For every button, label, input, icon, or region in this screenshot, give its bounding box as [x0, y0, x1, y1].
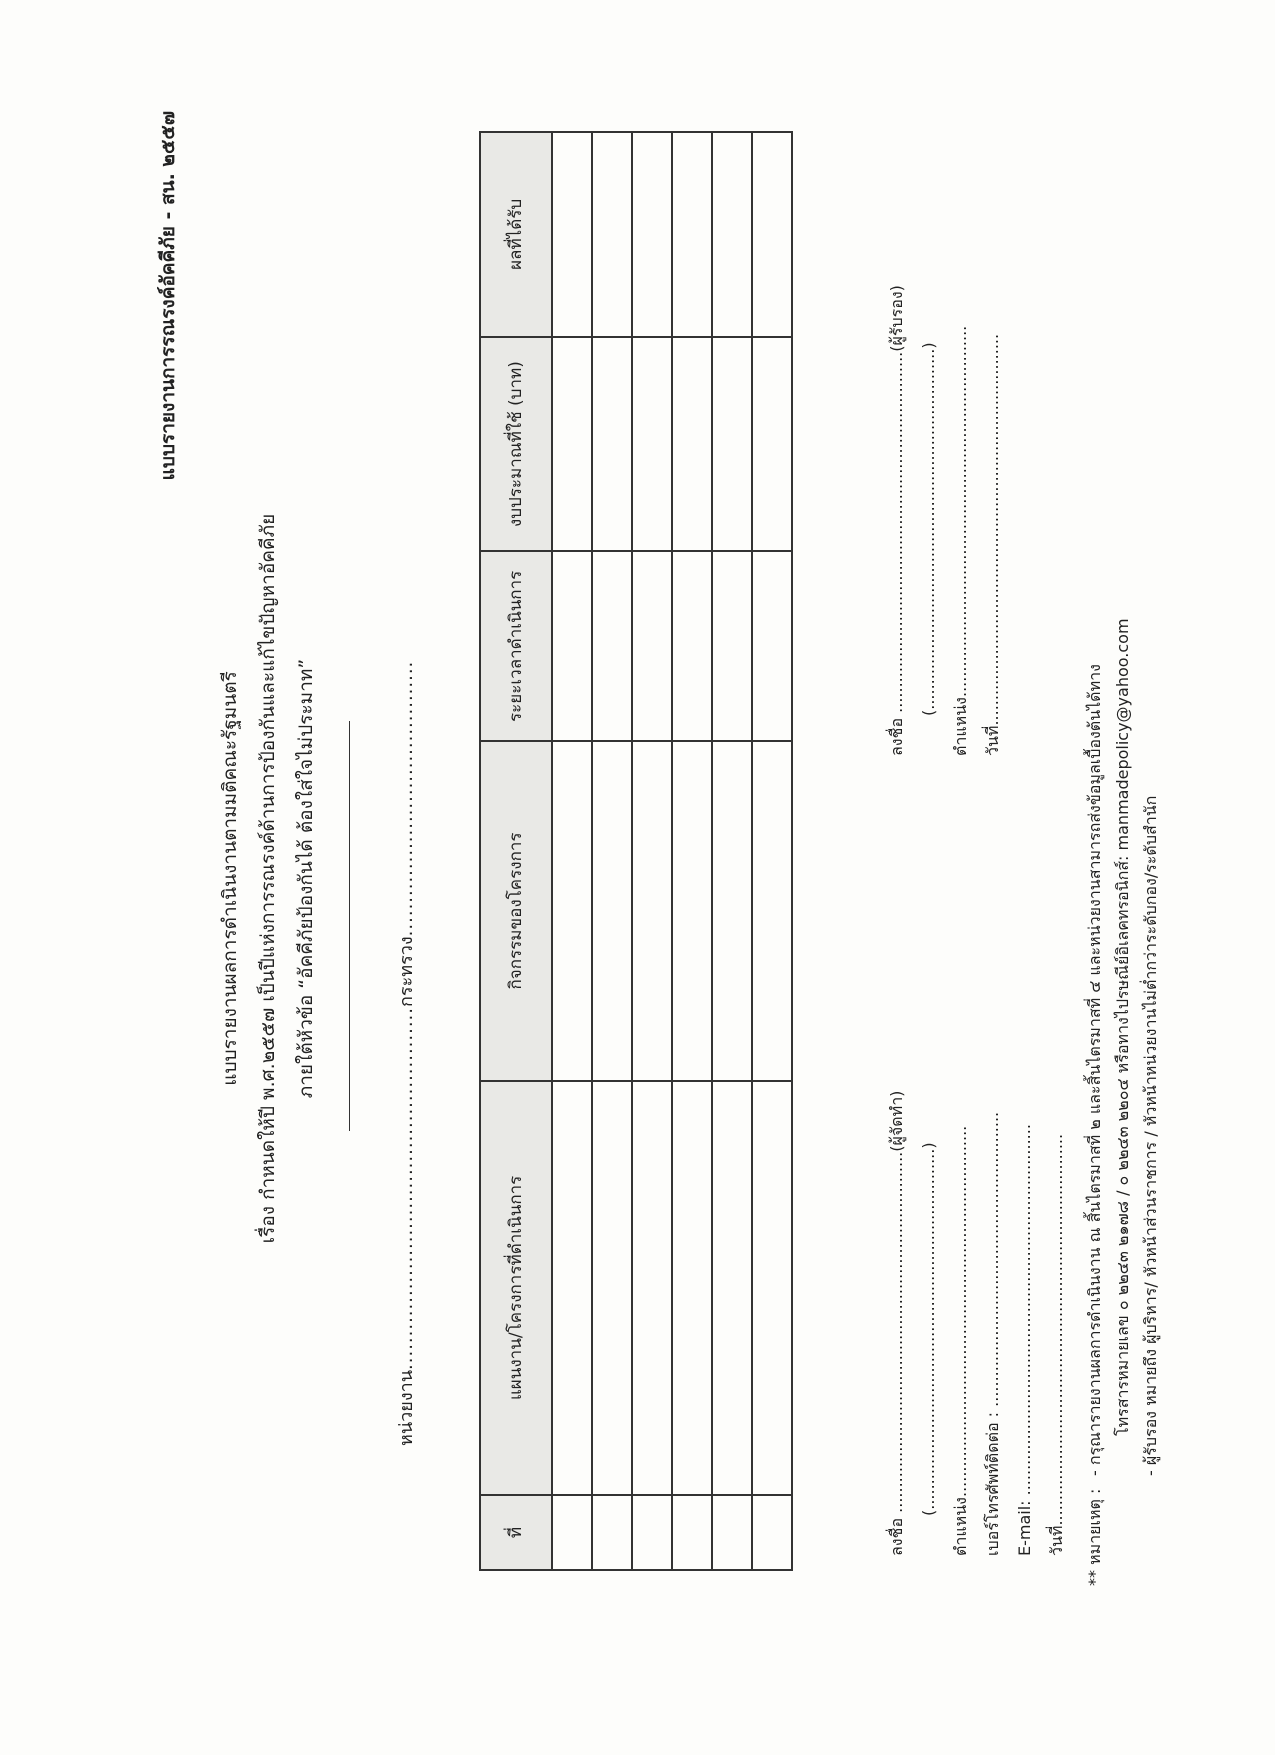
- table-cell[interactable]: [632, 551, 672, 741]
- col-header-project: แผนงาน/โครงการที่ดำเนินการ: [480, 1080, 552, 1494]
- table-cell[interactable]: [632, 741, 672, 1081]
- title-line-2: เรื่อง กำหนดให้ปี พ.ศ.๒๕๕๗ เป็นปีแห่งการรณรงค์ด้านการป้องกันและแก้ไขปัญหาอัคคีภัย: [256, 513, 279, 1243]
- title-line-3: ภายใต้หัวข้อ “อัคคีภัยป้องกันได้ ต้องใส่ใจไม่ประมาท”: [294, 658, 317, 1098]
- table-cell[interactable]: [632, 1495, 672, 1570]
- signature-block-certifier: [881, 285, 1009, 756]
- table-cell[interactable]: [552, 1080, 592, 1494]
- preparer-position-line[interactable]: ตำแหน่ง.........................................................................: [950, 1125, 970, 1556]
- table-cell[interactable]: [552, 551, 592, 741]
- certifier-name-line[interactable]: (.......................................................................): [918, 341, 938, 716]
- col-header-no: ที่: [480, 1495, 552, 1570]
- note-item-1-cont: โทรสารหมายเลข ๐ ๒๒๔๓ ๒๑๗๘ / ๐ ๒๒๔๓ ๒๒๐๔ หรือทางไปรษณีย์อิเลคทรอนิกส์: manmadepolicy@yahoo.com: [1112, 617, 1132, 1436]
- col-header-budget: งบประมาณที่ใช้ (บาท): [480, 336, 552, 551]
- table-cell[interactable]: [552, 1495, 592, 1570]
- signature-block-preparer: [881, 1090, 1073, 1555]
- table-row: [712, 132, 752, 1570]
- table-cell[interactable]: [632, 1080, 672, 1494]
- col-header-duration: ระยะเวลาดำเนินการ: [480, 551, 552, 741]
- preparer-email-line[interactable]: E-mail: .........................................................................: [1014, 1123, 1034, 1556]
- unit-label: หน่วยงาน: [395, 1369, 417, 1446]
- preparer-name-line[interactable]: (.......................................................................): [918, 1141, 938, 1516]
- table-header-row: [480, 132, 552, 1570]
- table-cell[interactable]: [592, 741, 632, 1081]
- table-cell[interactable]: [552, 132, 592, 337]
- table-cell[interactable]: [752, 132, 792, 337]
- table-row: [552, 132, 592, 1570]
- unit-field[interactable]: ......................................................: [395, 1006, 417, 1370]
- table-cell[interactable]: [632, 132, 672, 337]
- table-row: [672, 132, 712, 1570]
- title-line-1: แบบรายงานผลการดำเนินงานตามมติคณะรัฐมนตรี: [218, 670, 241, 1086]
- rotated-form-sheet: [91, 71, 1186, 1686]
- note-item-1: - กรุณารายงานผลการดำเนินงาน ณ สิ้นไตรมาสที่ ๒ และสิ้นไตรมาสที่ ๔ และหน่วยงานสามารถส่งข้อมูลเบื้องต้นได้ทาง: [1084, 663, 1104, 1476]
- col-header-result: ผลที่ได้รับ: [480, 132, 552, 337]
- table-cell[interactable]: [752, 1080, 792, 1494]
- note-item-2: - ผู้รับรอง หมายถึง ผู้บริหาร/ หัวหน้าส่วนราชการ / หัวหน้าหน่วยงานไม่ต่ำกว่าระดับกอง/ระดับสำนัก: [1140, 795, 1160, 1476]
- table-cell[interactable]: [752, 551, 792, 741]
- ministry-field[interactable]: .........................................: [395, 660, 417, 936]
- preparer-phone-line[interactable]: เบอร์โทรศัพท์ติดต่อ : ..........................................................: [982, 1111, 1002, 1556]
- table-cell[interactable]: [752, 741, 792, 1081]
- col-header-activity: กิจกรรมของโครงการ: [480, 741, 552, 1081]
- notes-label: ** หมายเหตุ :: [1084, 1488, 1104, 1586]
- table-row: [592, 132, 632, 1570]
- table-cell[interactable]: [672, 1495, 712, 1570]
- table-cell[interactable]: [752, 1495, 792, 1570]
- table-cell[interactable]: [672, 1080, 712, 1494]
- table-cell[interactable]: [712, 336, 752, 551]
- table-cell[interactable]: [752, 336, 792, 551]
- certifier-position-line[interactable]: ตำแหน่ง.........................................................................: [950, 325, 970, 756]
- table-cell[interactable]: [552, 336, 592, 551]
- preparer-date-line[interactable]: วันที่.............................................................................: [1046, 1133, 1066, 1556]
- table-cell[interactable]: [672, 336, 712, 551]
- table-cell[interactable]: [712, 1495, 752, 1570]
- ministry-label: กระทรวง: [395, 935, 417, 1007]
- table-cell[interactable]: [712, 132, 752, 337]
- table-cell[interactable]: [592, 132, 632, 337]
- form-code: แบบรายงานการรณรงค์อัคคีภัย - สน. ๒๕๕๗: [156, 110, 179, 480]
- report-table: [479, 131, 793, 1571]
- table-row: [632, 132, 672, 1570]
- table-cell[interactable]: [672, 132, 712, 337]
- table-cell[interactable]: [592, 336, 632, 551]
- table-cell[interactable]: [712, 1080, 752, 1494]
- title-block: [211, 71, 325, 1686]
- table-cell[interactable]: [592, 1495, 632, 1570]
- table-cell[interactable]: [672, 741, 712, 1081]
- agency-line: [391, 660, 420, 1445]
- certifier-sign-line[interactable]: ลงชื่อ .......................................................................(ผู้รับรอง): [886, 284, 906, 756]
- certifier-date-line[interactable]: วันที่.............................................................................: [982, 333, 1002, 756]
- notes-block: [1081, 106, 1165, 1586]
- table-cell[interactable]: [712, 551, 752, 741]
- table-cell[interactable]: [712, 741, 752, 1081]
- table-cell[interactable]: [592, 551, 632, 741]
- title-divider: [349, 721, 350, 1131]
- table-cell[interactable]: [552, 741, 592, 1081]
- table-cell[interactable]: [672, 551, 712, 741]
- table-row: [752, 132, 792, 1570]
- table-cell[interactable]: [632, 336, 672, 551]
- preparer-sign-line[interactable]: ลงชื่อ .......................................................................(ผู้จัดทำ): [886, 1090, 906, 1556]
- table-cell[interactable]: [592, 1080, 632, 1494]
